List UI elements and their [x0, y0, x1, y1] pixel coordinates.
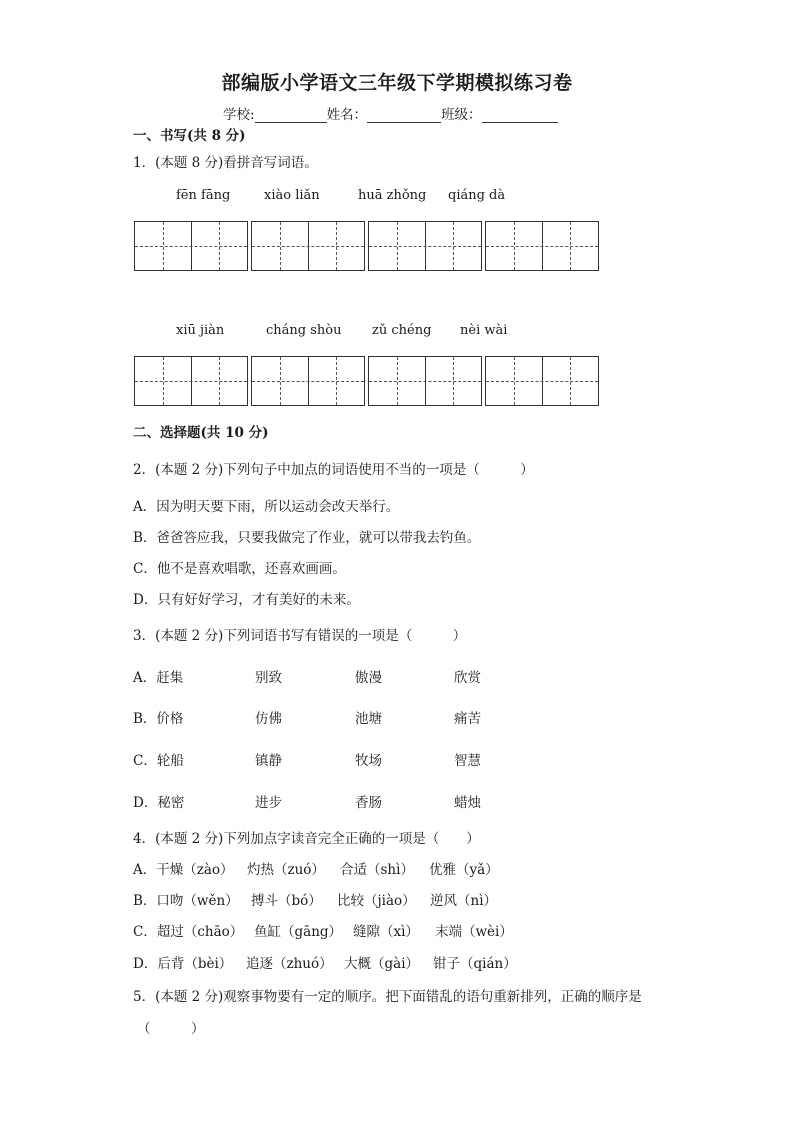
student-info-line: [223, 103, 558, 123]
question-4-item: 鱼缸（gāng）: [254, 924, 343, 940]
school-blank: [255, 108, 327, 123]
question-3-stem: 3．(本题 2 分)下列词语书写有错误的一项是（ ）: [133, 628, 467, 644]
question-3-word: 蜡烛: [454, 795, 481, 811]
question-2-option: D．只有好好学习，才有美好的未来。: [133, 592, 360, 608]
pinyin-label: cháng shòu: [266, 323, 342, 338]
question-4-item: 合适（shì）: [340, 862, 414, 878]
question-5-stem: 5．(本题 2 分)观察事物要有一定的顺序。把下面错乱的语句重新排列，正确的顺序是: [133, 989, 642, 1005]
tianzi-grid[interactable]: [485, 221, 599, 271]
question-4-option: C．超过（chāo）: [133, 924, 244, 940]
tianzi-grid[interactable]: [134, 221, 248, 271]
question-4-item: 搏斗（bó）: [251, 893, 322, 909]
section-1-heading: 一、书写(共 8 分): [133, 128, 246, 144]
question-1-stem: 1．(本题 8 分)看拼音写词语。: [133, 155, 318, 171]
tianzi-grid[interactable]: [485, 356, 599, 406]
tianzi-grid[interactable]: [251, 356, 365, 406]
class-label: 班级：: [441, 107, 482, 123]
question-4-item: 优雅（yǎ）: [429, 862, 499, 878]
tianzi-grid[interactable]: [251, 221, 365, 271]
question-2-option: B．爸爸答应我，只要我做完了作业，就可以带我去钓鱼。: [133, 530, 481, 546]
question-3-option: D．秘密: [133, 795, 185, 811]
question-3-option: C．轮船: [133, 753, 184, 769]
question-4-item: 追逐（zhuó）: [246, 956, 333, 972]
question-3-word: 仿佛: [255, 711, 282, 727]
question-3-option: B．价格: [133, 711, 184, 727]
section-2-heading: 二、选择题(共 10 分): [133, 425, 269, 441]
question-3-word: 香肠: [355, 795, 382, 811]
pinyin-label: fēn fāng: [176, 188, 231, 203]
question-2-option: C．他不是喜欢唱歌，还喜欢画画。: [133, 561, 346, 577]
page-title: 部编版小学语文三年级下学期模拟练习卷: [221, 72, 573, 94]
question-3-word: 进步: [255, 795, 282, 811]
question-4-item: 比较（jiào）: [337, 893, 416, 909]
pinyin-label: nèi wài: [460, 323, 508, 338]
question-3-word: 欣赏: [454, 670, 481, 686]
question-4-option: D．后背（bèi）: [133, 956, 233, 972]
question-3-word: 镇静: [255, 753, 282, 769]
question-4-option: B．口吻（wěn）: [133, 893, 239, 909]
question-3-word: 别致: [255, 670, 282, 686]
answer-parentheses: （ ）: [137, 1021, 205, 1037]
question-2-stem: 2．(本题 2 分)下列句子中加点的词语使用不当的一项是（ ）: [133, 462, 534, 478]
question-4-item: 缝隙（xì）: [353, 924, 419, 940]
question-3-word: 智慧: [454, 753, 481, 769]
question-2-option: A．因为明天要下雨，所以运动会改天举行。: [133, 499, 400, 515]
tianzi-grid[interactable]: [368, 356, 482, 406]
tianzi-grid[interactable]: [368, 221, 482, 271]
question-4-stem: 4．(本题 2 分)下列加点字读音完全正确的一项是（ ）: [133, 831, 480, 847]
question-4-item: 逆风（nì）: [430, 893, 498, 909]
pinyin-label: qiáng dà: [448, 188, 506, 203]
question-4-item: 灼热（zuó）: [247, 862, 325, 878]
pinyin-label: huā zhǒng: [358, 188, 427, 203]
class-blank: [482, 108, 558, 123]
question-3-word: 痛苦: [454, 711, 481, 727]
name-label: 姓名：: [326, 107, 368, 123]
question-4-item: 大概（gài）: [344, 956, 420, 972]
question-3-option: A．赶集: [133, 670, 184, 686]
school-label: 学校:: [223, 107, 255, 123]
question-4-option: A．干燥（zào）: [133, 862, 234, 878]
name-blank: [367, 108, 441, 123]
question-3-word: 傲漫: [355, 670, 382, 686]
pinyin-label: zǔ chéng: [372, 323, 432, 338]
question-4-item: 末端（wèi）: [435, 924, 513, 940]
pinyin-label: xiào liǎn: [264, 188, 320, 203]
question-3-word: 牧场: [355, 753, 382, 769]
question-3-word: 池塘: [355, 711, 382, 727]
tianzi-grid[interactable]: [134, 356, 248, 406]
question-4-item: 钳子（qián）: [433, 956, 517, 972]
pinyin-label: xiū jiàn: [176, 323, 225, 338]
